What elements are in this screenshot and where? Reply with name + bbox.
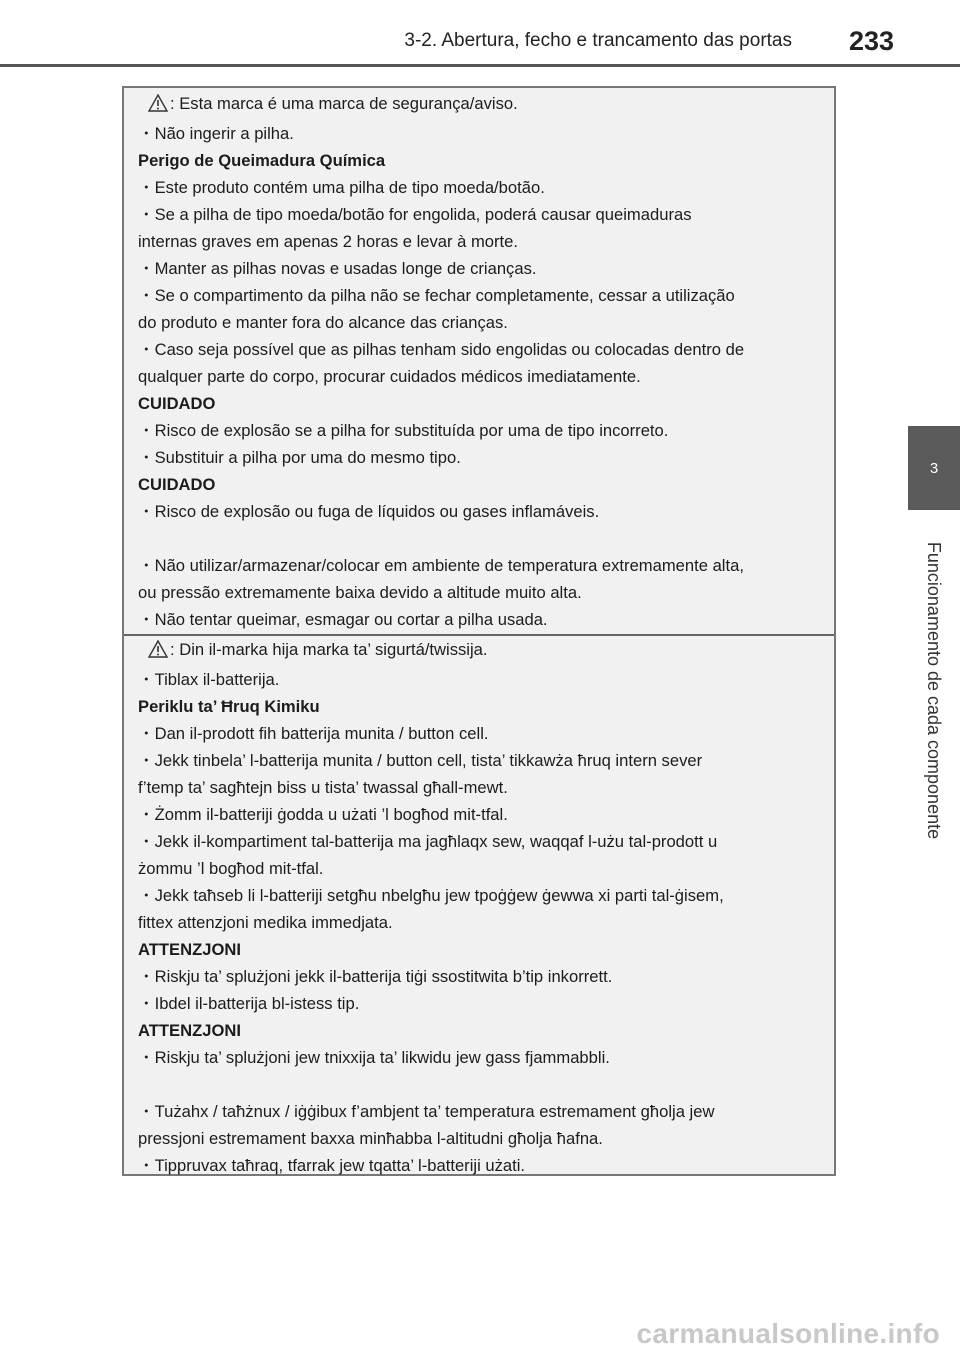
warning-line xyxy=(138,936,828,963)
warning-line-text: ・Riskju ta’ splużjoni jew tnixxija ta’ likwidu jew gass fjammabbli. xyxy=(138,1048,610,1067)
chapter-title: Funcionamento de cada componente xyxy=(924,541,945,839)
warning-line-text: ・Tużahx / taħżnux / iġġibux f’ambjent ta’ temperatura estremament għolja jew xyxy=(138,1102,715,1121)
warning-line xyxy=(138,579,828,606)
warning-line xyxy=(138,693,828,720)
warning-line xyxy=(138,1044,828,1071)
warning-line-text: CUIDADO xyxy=(138,475,216,494)
warning-line xyxy=(138,747,828,774)
warning-line xyxy=(138,1071,828,1098)
warning-line-text: : Esta marca é uma marca de segurança/aviso. xyxy=(170,94,518,113)
warning-line-text: internas graves em apenas 2 horas e levar à morte. xyxy=(138,232,519,251)
warning-line-text: qualquer parte do corpo, procurar cuidados médicos imediatamente. xyxy=(138,367,641,386)
warning-line xyxy=(138,552,828,579)
warning-line xyxy=(138,255,828,282)
warning-line-text: : Din il-marka hija marka ta’ sigurtá/twissija. xyxy=(170,640,488,659)
warning-line-text: ou pressão extremamente baixa devido a altitude muito alta. xyxy=(138,583,582,602)
warning-line xyxy=(138,828,828,855)
warning-line-text: ATTENZJONI xyxy=(138,940,241,959)
warning-triangle-icon xyxy=(148,639,168,666)
warning-line xyxy=(138,201,828,228)
chapter-side-label xyxy=(908,510,960,870)
warning-line-text: ・Jekk il-kompartiment tal-batterija ma jagħlaqx sew, waqqaf l-użu tal-prodott u xyxy=(138,832,718,851)
warning-line xyxy=(138,363,828,390)
warning-line-text: ・Substituir a pilha por uma do mesmo tipo. xyxy=(138,448,461,467)
warning-line-text: ・Tippruvax taħraq, tfarrak jew tqatta’ l-batteriji użati. xyxy=(138,1156,526,1175)
warning-line xyxy=(138,282,828,309)
warning-line-text: Periklu ta’ Ħruq Kimiku xyxy=(138,697,320,716)
warning-line-text: ・Jekk taħseb li l-batteriji setgħu nbelgħu jew tpoġġew ġewwa xi parti tal-ġisem, xyxy=(138,886,724,905)
warning-line xyxy=(138,606,828,633)
warning-line xyxy=(138,882,828,909)
footer-watermark: carmanualsonline.info xyxy=(636,1318,940,1349)
warning-line-text: ・Não utilizar/armazenar/colocar em ambiente de temperatura extremamente alta, xyxy=(138,556,744,575)
warning-line xyxy=(138,417,828,444)
warning-line-text: ・Risco de explosão se a pilha for substituída por uma de tipo incorreto. xyxy=(138,421,669,440)
warning-line xyxy=(138,90,828,120)
warning-line-text: żommu ’l bogħod mit-tfal. xyxy=(138,859,324,878)
warning-line-text: ・Żomm il-batteriji ġodda u użati ’l bogħod mit-tfal. xyxy=(138,805,508,824)
warning-line xyxy=(138,855,828,882)
chapter-number: 3 xyxy=(929,459,939,477)
warning-line xyxy=(138,309,828,336)
warning-line-text: CUIDADO xyxy=(138,394,216,413)
warning-line-text: ・Tiblax il-batterija. xyxy=(138,670,280,689)
warning-line xyxy=(138,909,828,936)
warning-line-text: ・Manter as pilhas novas e usadas longe de crianças. xyxy=(138,259,537,278)
warning-line-text: do produto e manter fora do alcance das crianças. xyxy=(138,313,508,332)
warning-line xyxy=(138,390,828,417)
warning-line-text: ・Se a pilha de tipo moeda/botão for engolida, poderá causar queimaduras xyxy=(138,205,692,224)
warning-line xyxy=(138,720,828,747)
warning-line-text: ・Este produto contém uma pilha de tipo moeda/botão. xyxy=(138,178,545,197)
warning-line xyxy=(138,120,828,147)
warning-line xyxy=(138,774,828,801)
warning-line xyxy=(138,801,828,828)
scanned-warning-label xyxy=(122,86,836,1176)
warning-line-text: ・Dan il-prodott fih batterija munita / button cell. xyxy=(138,724,489,743)
warning-line-text: ・Se o compartimento da pilha não se fechar completamente, cessar a utilização xyxy=(138,286,735,305)
warning-line-text: ATTENZJONI xyxy=(138,1021,241,1040)
warning-line xyxy=(138,444,828,471)
warning-line xyxy=(138,666,828,693)
warning-line xyxy=(138,147,828,174)
warning-line xyxy=(138,336,828,363)
warning-line-text: ・Não ingerir a pilha. xyxy=(138,124,294,143)
warning-block-portuguese xyxy=(138,90,828,633)
warning-line xyxy=(138,525,828,552)
warning-line-text: ・Caso seja possível que as pilhas tenham sido engolidas ou colocadas dentro de xyxy=(138,340,745,359)
warning-line-text: ・Não tentar queimar, esmagar ou cortar a pilha usada. xyxy=(138,610,548,629)
warning-line-text: ・Jekk tinbela’ l-batterija munita / button cell, tista’ tikkawża ħruq intern sever xyxy=(138,751,703,770)
warning-line xyxy=(138,1017,828,1044)
warning-line xyxy=(138,636,828,666)
header-rule xyxy=(0,64,960,67)
warning-line-text: pressjoni estremament baxxa minħabba l-altitudni għolja ħafna. xyxy=(138,1129,603,1148)
warning-block-maltese xyxy=(138,636,828,1179)
warning-line-text: f’temp ta’ sagħtejn biss u tista’ twassal għall-mewt. xyxy=(138,778,508,797)
warning-line-text: ・Ibdel il-batterija bl-istess tip. xyxy=(138,994,360,1013)
warning-line-text: ・Risco de explosão ou fuga de líquidos ou gases inflamáveis. xyxy=(138,502,600,521)
warning-line-text: ・Riskju ta’ splużjoni jekk il-batterija tiġi ssostitwita b’tip inkorrett. xyxy=(138,967,613,986)
page-number: 233 xyxy=(848,26,894,56)
header-title: 3-2. Abertura, fecho e trancamento das portas xyxy=(404,30,792,51)
warning-line xyxy=(138,1098,828,1125)
warning-line-text: fittex attenzjoni medika immedjata. xyxy=(138,913,393,932)
warning-line xyxy=(138,471,828,498)
warning-triangle-icon xyxy=(148,93,168,120)
warning-line xyxy=(138,498,828,525)
chapter-tab xyxy=(908,426,960,510)
warning-line xyxy=(138,963,828,990)
warning-line xyxy=(138,990,828,1017)
warning-line xyxy=(138,174,828,201)
warning-line xyxy=(138,228,828,255)
warning-line xyxy=(138,1152,828,1179)
warning-line-text: Perigo de Queimadura Química xyxy=(138,151,386,170)
warning-line xyxy=(138,1125,828,1152)
